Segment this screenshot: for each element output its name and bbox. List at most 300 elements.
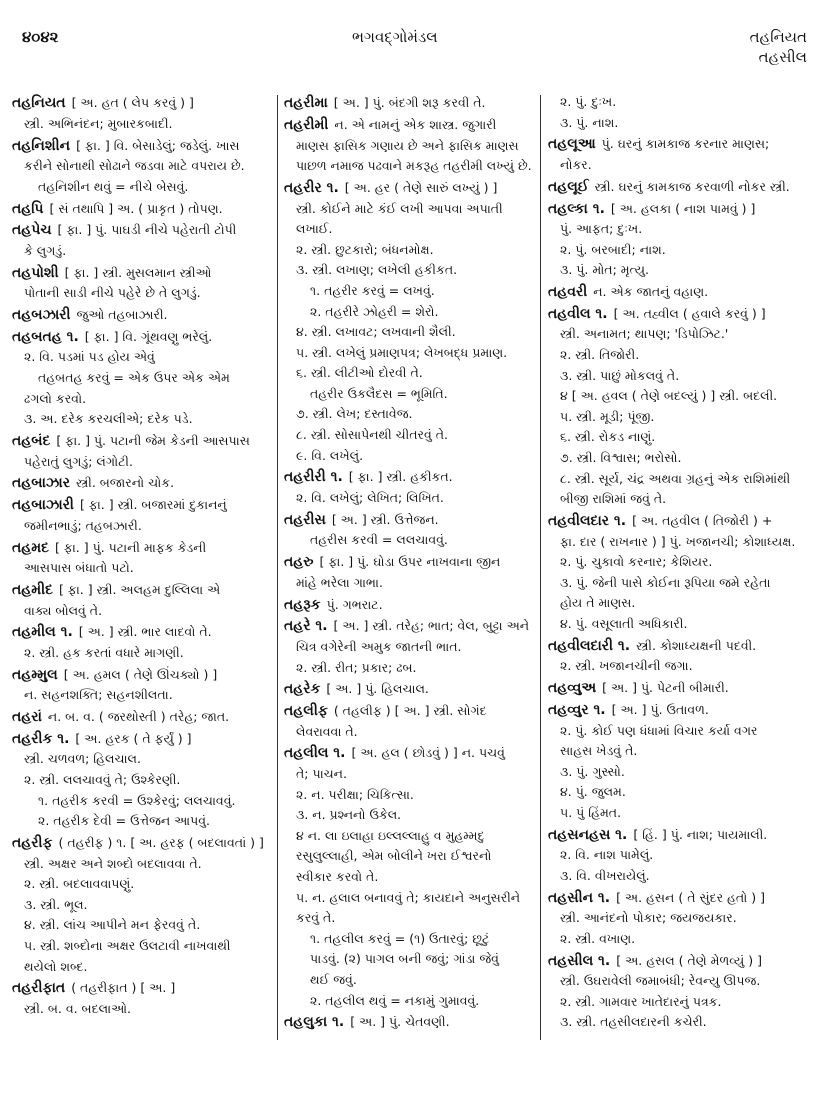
definition-text: ૨. પું. ચુકાવો કરનાર; કેશિયર. — [560, 554, 713, 570]
entry-continuation-line — [12, 601, 274, 622]
entry-continuation-line — [284, 637, 536, 658]
definition-text: કરીને સોનાથી સોઢાને જડવા માટે વપરાય છે. — [24, 158, 245, 174]
column-divider — [277, 95, 278, 1040]
definition-text: પાડવું. (૨) પાગલ બની જવું; ગાંડા જેવું — [310, 951, 499, 967]
headword: તહરીરી ૧. — [284, 469, 343, 486]
entry-line — [12, 199, 274, 220]
entry-continuation-line — [284, 446, 536, 467]
definition-text: ન. સહનશક્તિ; સહનશીલતા. — [24, 687, 173, 703]
definition-text: ૪ ન. લા ઇલાહા ઇલ્લલ્લાહુ વ મુહમ્મદુ — [296, 827, 485, 843]
headword: તહનિશીન — [12, 137, 71, 154]
entry-line — [284, 616, 536, 637]
entry-continuation-line — [284, 785, 536, 806]
definition-text: ૨. સ્ત્રી. તિજોરી. — [560, 347, 640, 363]
entry-continuation-line — [548, 366, 813, 387]
entry-continuation-line — [12, 409, 274, 430]
definition-text: [ અ. ] સ્ત્રી. ભાર લાદવો તે. — [78, 624, 212, 640]
dictionary-column-1 — [12, 92, 274, 1020]
headword: તહબંદ — [12, 433, 51, 449]
entry-continuation-line — [12, 770, 274, 791]
headword: તહપેચ — [12, 222, 52, 239]
entry-line — [548, 282, 813, 303]
definition-text: ( તહરીફાત ) [ અ. ] — [71, 980, 176, 996]
entry-line — [548, 636, 813, 657]
entry-line — [548, 951, 813, 972]
definition-text: [ અ. ] પું. હિલચાલ. — [326, 681, 429, 697]
entry-continuation-line — [284, 722, 536, 743]
entry-continuation-line — [12, 643, 274, 664]
headword: તહરીફ — [12, 834, 53, 851]
entry-line — [548, 511, 813, 532]
entry-continuation-line — [12, 854, 274, 875]
entry-continuation-line — [284, 658, 536, 679]
entry-continuation-line — [548, 155, 813, 176]
definition-text: કરવું તે. — [296, 910, 336, 926]
headword: તહવ્વુઅ — [548, 680, 597, 697]
entry-continuation-line — [284, 846, 536, 867]
definition-text: ૬. સ્ત્રી. રોકડ નાણું. — [560, 429, 656, 445]
entry-continuation-line — [548, 971, 813, 992]
definition-text: ૭. સ્ત્રી. લેખ; દસ્તાવેજ. — [296, 406, 413, 422]
definition-text: [ ફા. ] પું. પટાની માફક કેડની — [54, 539, 207, 555]
entry-continuation-line — [548, 324, 813, 345]
definition-text: [ અ. હલ ( છોડવું ) ] ન. પચવું — [351, 745, 505, 761]
definition-text: તહનિશીન થવું = નીચે બેસવું. — [38, 178, 189, 194]
running-title: ભગવદ્ગોમંડલ — [352, 28, 438, 46]
definition-text: ૨. વિ. પડમાં પડ હોય એવું — [24, 349, 155, 365]
entry-continuation-line — [284, 136, 536, 157]
definition-text: [ અ. હત ( લેપ કરવું ) ] — [71, 95, 194, 111]
dictionary-column-2 — [284, 92, 536, 1033]
entry-continuation-line — [548, 219, 813, 240]
entry-line — [284, 115, 536, 136]
entry-continuation-line — [284, 281, 536, 302]
entry-line — [284, 178, 536, 199]
entry-continuation-line — [12, 156, 274, 177]
definition-text: સ્ત્રી. ઘરનું કામકાજ કરવાળી નોકર સ્ત્રી. — [594, 178, 790, 194]
headword: તહવરી — [548, 284, 588, 301]
headword: તહબાઝારી — [12, 497, 74, 514]
entry-continuation-line — [284, 488, 536, 509]
entry-continuation-line — [12, 114, 274, 135]
definition-text: ૩. સ્ત્રી. તહસીલદારની કચેરી. — [560, 1014, 707, 1030]
entry-continuation-line — [284, 805, 536, 826]
entry-continuation-line — [12, 389, 274, 410]
entry-line — [548, 199, 813, 220]
headword: તહબઝારી — [12, 307, 71, 324]
entry-continuation-line — [548, 427, 813, 448]
definition-text: માંહે ભરેલા ગાભા. — [296, 574, 383, 590]
entry-line — [284, 1012, 536, 1033]
headword: તહરીર ૧. — [284, 179, 339, 196]
definition-text: [ હિં. ] પું. નાશ; પાયમાલી. — [633, 826, 768, 842]
definition-text: ( તહલીફ ) [ અ. ] સ્ત્રી. સોગંદ — [333, 703, 487, 719]
entry-line — [548, 304, 813, 325]
entry-continuation-line — [548, 866, 813, 887]
entry-continuation-line — [548, 240, 813, 261]
entry-continuation-line — [284, 240, 536, 261]
definition-text: ૫. સ્ત્રી. લખેલું પ્રમાણપત્ર; લેખબદ્ધ પ્રમાણ. — [296, 344, 508, 360]
headword: તહબતહ ૧. — [12, 328, 79, 345]
definition-text: ૨. તહરીરે ઝોહરી = શેરો. — [310, 303, 439, 319]
definition-text: ન. એક જાતનું વહાણ. — [593, 284, 709, 300]
definition-text: ૪. સ્ત્રી. લાંચ આપીને મન ફેરવવું તે. — [24, 917, 201, 933]
definition-text: [ અ. તહ્વીલ ( હવાલે કરવું ) ] — [613, 305, 766, 321]
definition-text: ૨. સ્ત્રી. રીત; પ્રકાર; ઢબ. — [296, 659, 417, 675]
headword: તહલૂઈ — [548, 178, 589, 195]
entry-line — [12, 93, 274, 114]
dictionary-column-3 — [548, 92, 813, 1033]
entry-continuation-line — [284, 908, 536, 929]
entry-continuation-line — [548, 489, 813, 510]
entry-continuation-line — [548, 1012, 813, 1033]
definition-text: તે; પાચન. — [296, 766, 347, 782]
entry-line — [12, 473, 274, 494]
headword: તહલીફ — [284, 703, 328, 720]
entry-continuation-line — [548, 992, 813, 1013]
definition-text: [ ફા. ] વિ. બેસાડેલું; જડેલું. ખાસ — [76, 137, 240, 153]
entry-continuation-line — [12, 749, 274, 770]
entry-line — [284, 467, 536, 488]
definition-text: ૩. ન. પ્રશ્નનો ઉકેલ. — [296, 807, 402, 823]
headword: તહબાઝાર — [12, 475, 70, 492]
entry-line — [12, 495, 274, 516]
entry-line — [548, 177, 813, 198]
headword: તહરીસ — [284, 511, 326, 528]
entry-line — [284, 701, 536, 722]
definition-text: ૨. ન. પરીક્ષા; ચિકિત્સા. — [296, 786, 414, 802]
entry-continuation-line — [12, 685, 274, 706]
definition-text: થયેલો શબ્દ. — [24, 958, 88, 974]
headword: તહવીલદાર ૧. — [548, 513, 627, 529]
definition-text: ન. બ. વ. ( જરથોસ્તી ) તરેહ; જાત. — [47, 709, 230, 725]
entry-continuation-line — [12, 999, 274, 1020]
definition-text: સ્ત્રી. કોશાધ્યક્ષની પદવી. — [636, 637, 757, 653]
entry-continuation-line — [12, 516, 274, 537]
entry-continuation-line — [12, 811, 274, 832]
headword: તહમદ — [12, 539, 49, 556]
definition-text: પું. ઘરનું કામકાજ કરનાર માણસ; — [601, 136, 770, 152]
definition-text: લખાઈ. — [296, 221, 333, 237]
definition-text: માણસ ફાસિક ગણાય છે અને ફાસિક માણસ — [296, 137, 519, 153]
definition-text: ૩. સ્ત્રી. પાછું મોકલવું તે. — [560, 367, 680, 383]
entry-continuation-line — [12, 895, 274, 916]
entry-line — [12, 431, 274, 452]
definition-text: [ ફા. ] પું. પટાની જેમ કેડની આસપાસ — [56, 433, 250, 448]
entry-continuation-line — [284, 384, 536, 405]
headword: તહમીદ — [12, 581, 53, 598]
entry-continuation-line — [284, 425, 536, 446]
definition-text: ૨. સ્ત્રી. ગામવાર ખાતેદારનું પત્રક. — [560, 993, 722, 1009]
entry-line — [12, 707, 274, 728]
entry-continuation-line — [548, 929, 813, 950]
entry-continuation-line — [12, 558, 274, 579]
definition-text: [ અ. હર ( તેણે સારું લખ્યું ) ] — [344, 179, 498, 195]
definition-text: ઢગલો કરવો. — [24, 390, 87, 406]
definition-text: ૫. સ્ત્રી. શબ્દોના અક્ષર ઉલટાવી નાખવાથી — [24, 937, 231, 953]
headword: તહપિ — [12, 200, 44, 217]
entry-continuation-line — [12, 452, 274, 473]
definition-text: તહબતહ કરવું = એક ઉપર એક એમ — [38, 370, 230, 386]
definition-text: [ અ. ] પું. ઉતાવળ. — [611, 701, 709, 717]
definition-text: [ અ. ] પું. બંદગી શરૂ કરવી તે. — [333, 95, 486, 111]
entry-continuation-line — [548, 92, 813, 113]
entry-continuation-line — [548, 803, 813, 824]
definition-text: પોતાની સાડી નીચે પહેરે છે તે લુગડું. — [24, 285, 201, 301]
definition-text: ૩. પું. જેની પાસે કોઈના રૂપિયા જમે રહેતા — [560, 574, 771, 590]
definition-text: [ ફા. ] સ્ત્રી. અલહમ દુલ્લિલા એ — [58, 581, 221, 597]
headword: તહપોશી — [12, 264, 59, 281]
definition-text: [ ફા. ] સ્ત્રી. મુસલમાન સ્ત્રીઓ — [64, 264, 212, 280]
definition-text: ૫. ન. હલાલ બનાવવું તે; કાયદાને અનુસરીને — [296, 889, 521, 905]
entry-line — [284, 552, 536, 573]
entry-continuation-line — [12, 915, 274, 936]
entry-continuation-line — [284, 929, 536, 950]
definition-text: તહરીર ઉકલૈદસ = ભૂમિતિ. — [310, 385, 448, 401]
definition-text: ૩. પું. ગુસ્સો. — [560, 763, 625, 779]
headword: તહમ્મુલ — [12, 666, 58, 683]
page-number: ૪૦૪૨ — [22, 28, 59, 46]
entry-continuation-line — [12, 347, 274, 368]
entry-line — [12, 978, 274, 999]
definition-text: સ્ત્રી. અક્ષર અને શબ્દો બદલાવવા તે. — [24, 855, 202, 871]
definition-text: [ અ. હલકા ( નાશ પામવું ) ] — [610, 200, 756, 216]
definition-text: ૬. સ્ત્રી. લીટીઓ દોરવી તે. — [296, 365, 423, 381]
headword: તહરે ૧. — [284, 618, 328, 635]
definition-text: પહેરાતું લુગડું; લંગોટી. — [24, 453, 133, 469]
entry-continuation-line — [284, 404, 536, 425]
definition-text: ૨. સ્ત્રી. ખજાનચીની જગા. — [560, 658, 693, 674]
headword: તહલીલ ૧. — [284, 745, 346, 762]
definition-text: જમીનભાડું; તહબઝારી. — [24, 517, 142, 533]
headword: તહસીન ૧. — [548, 889, 611, 906]
entry-continuation-line — [548, 908, 813, 929]
headword: તહરેક — [284, 681, 321, 698]
definition-text: રસુલુલ્લાહી, એમ બોલીને ખરા ઈશ્વરનો — [296, 848, 492, 864]
definition-text: [ સં તથાપિ ] અ. ( પ્રાકૃત ) તોપણ. — [49, 200, 223, 216]
entry-continuation-line — [548, 552, 813, 573]
headword: તહવીલ ૧. — [548, 305, 608, 322]
headword: તહલ્કા ૧. — [548, 200, 605, 217]
entry-continuation-line — [12, 957, 274, 978]
definition-text: ચિત્ર વગેરેની અમુક જાતની ભાત. — [296, 638, 462, 654]
guide-word-last: તહસીલ — [758, 48, 807, 66]
definition-text: લેવરાવવા તે. — [296, 723, 358, 739]
definition-text: ૨. તહલીલ થવું = નકામું ગુમાવવું. — [310, 992, 480, 1008]
entry-continuation-line — [12, 874, 274, 895]
entry-continuation-line — [284, 302, 536, 323]
definition-text: ૨. પું. કોઈ પણ ધંધામાં વિચાર કર્યા વગર — [560, 722, 758, 738]
definition-text: પું. આફત; દુઃખ. — [560, 221, 643, 237]
headword: તહરુ — [284, 554, 314, 571]
column-divider — [540, 95, 541, 1040]
entry-continuation-line — [548, 573, 813, 594]
definition-text: સ્ત્રી. કોઈને માટે કંઈ લખી આપવા અપાતી — [296, 200, 503, 216]
entry-continuation-line — [12, 368, 274, 389]
entry-line — [284, 743, 536, 764]
definition-text: ૪. પું. વસૂલાતી અધિકારી. — [560, 615, 688, 631]
definition-text: ૩. સ્ત્રી. લખાણ; લખેલી હકીકત. — [296, 262, 458, 278]
definition-text: [ ફા. ] પું. ઘોડા ઉપર નાખવાના જીન — [319, 554, 501, 570]
headword: તહવ્વુર ૧. — [548, 701, 606, 718]
definition-text: ૮. સ્ત્રી. સૂર્ય, ચંદ્ર અથવા ગ્રહનું એક રાશિમાંથી — [560, 470, 791, 486]
definition-text: [ અ. હસલ ( તેણે મેળવ્યું ) ] — [616, 952, 762, 968]
definition-text: [ અ. તહવીલ ( તિજોરી ) + — [632, 513, 773, 528]
entry-continuation-line — [548, 845, 813, 866]
entry-line — [12, 665, 274, 686]
entry-continuation-line — [284, 888, 536, 909]
entry-continuation-line — [548, 656, 813, 677]
definition-text: ૨. સ્ત્રી. બદલાવવાપણું. — [24, 876, 135, 892]
definition-text: સ્ત્રી. ઉઘરાવેલી જમાબંધી; રેવન્યુ ઊપજ. — [560, 973, 761, 989]
definition-text: સ્ત્રી. ચળવળ; હિલચાલ. — [24, 751, 141, 767]
entry-line — [12, 538, 274, 559]
definition-text: સ્ત્રી. અભિનંદન; મુબારકબાદી. — [24, 115, 173, 131]
entry-continuation-line — [284, 322, 536, 343]
entry-line — [548, 700, 813, 721]
entry-continuation-line — [284, 991, 536, 1012]
headword: તહવીલદારી ૧. — [548, 637, 631, 654]
definition-text: ૧. તહલીલ કરવું = (૧) ઉતારવું; છૂટું — [310, 930, 490, 946]
headword: તહલુકા ૧. — [284, 1014, 345, 1031]
entry-continuation-line — [284, 867, 536, 888]
headword: તહરીફાત — [12, 980, 66, 997]
headword: તહરીમા — [284, 95, 328, 112]
definition-text: ૩. સ્ત્રી. ભૂલ. — [24, 896, 88, 912]
headword: તહરીક ૧. — [12, 730, 70, 747]
entry-continuation-line — [284, 764, 536, 785]
entry-continuation-line — [548, 614, 813, 635]
headword: તહરીમી — [284, 116, 329, 133]
entry-continuation-line — [548, 762, 813, 783]
headword: તહસીલ ૧. — [548, 952, 611, 969]
entry-continuation-line — [12, 283, 274, 304]
entry-continuation-line — [548, 532, 813, 553]
definition-text: સ્ત્રી. આનંદનો પોકાર; જયજયકાર. — [560, 910, 737, 926]
definition-text: [ ફા. ] સ્ત્રી. બજારમાં દુકાનનું — [79, 497, 227, 513]
entry-continuation-line — [284, 343, 536, 364]
entry-line — [12, 220, 274, 241]
entry-continuation-line — [284, 949, 536, 970]
definition-text: ૧. તહરીર કરવું = લખવું. — [310, 282, 435, 298]
entry-continuation-line — [548, 721, 813, 742]
definition-text: જુઓ તહબાઝારી. — [76, 307, 168, 323]
entry-line — [548, 825, 813, 846]
entry-line — [12, 136, 274, 157]
definition-text: ૨. સ્ત્રી. છુટકારો; બંધનમોક્ષ. — [296, 241, 434, 257]
definition-text: ૨. સ્ત્રી. વખાણ. — [560, 930, 636, 946]
definition-text: ૪. પું. જુલમ. — [560, 784, 626, 800]
entry-continuation-line — [548, 260, 813, 281]
definition-text: ૪ [ અ. હવલ ( તેણે બદલ્યું ) ] સ્ત્રી. બદલી. — [560, 388, 778, 404]
headword: તહરૂક — [284, 596, 321, 613]
entry-continuation-line — [12, 936, 274, 957]
definition-text: ૧. તહરીક કરવી = ઉશ્કેરવું; લલચાવવું. — [38, 792, 236, 808]
entry-continuation-line — [548, 407, 813, 428]
entry-continuation-line — [12, 791, 274, 812]
definition-text: ૯. વિ. લખેલું. — [296, 447, 364, 463]
entry-continuation-line — [548, 386, 813, 407]
entry-continuation-line — [548, 345, 813, 366]
entry-continuation-line — [284, 199, 536, 220]
entry-continuation-line — [284, 826, 536, 847]
definition-text: તહરીસ કરવી = લલચાવવું. — [310, 532, 448, 548]
headword: તહસનહસ ૧. — [548, 826, 628, 843]
entry-continuation-line — [548, 593, 813, 614]
entry-line — [548, 678, 813, 699]
definition-text: કે લુગડું. — [24, 242, 67, 258]
definition-text: પાછળ નમાજ પઢવાને મકરૂહ તહરીમી લખ્યું છે. — [296, 158, 532, 174]
definition-text: ૨. સ્ત્રી. હક કરતાં વધારે માગણી. — [24, 644, 184, 660]
definition-text: સ્ત્રી. બ. વ. બદલાઓ. — [24, 1000, 131, 1016]
definition-text: [ ફા. ] પું. પાઘડી નીચે પહેરાતી ટોપી — [57, 222, 237, 238]
definition-text: ૩. પું. નાશ. — [560, 114, 619, 130]
definition-text: હોય તે માણસ. — [560, 595, 636, 611]
entry-line — [12, 327, 274, 348]
entry-continuation-line — [548, 782, 813, 803]
definition-text: ૨. તહરીક દેવી = ઉત્તેજન આપવું. — [38, 813, 210, 829]
definition-text: ૫. સ્ત્રી. મૂડી; પૂંજી. — [560, 408, 655, 424]
entry-continuation-line — [284, 219, 536, 240]
entry-line — [12, 305, 274, 326]
definition-text: ૮. સ્ત્રી. સોસાપેનથી ચીતરવું તે. — [296, 427, 449, 443]
headword: તહરાં — [12, 709, 42, 726]
entry-line — [284, 595, 536, 616]
entry-line — [284, 510, 536, 531]
definition-text: ( તહરીફ ) ૧. [ અ. હરફ ( બદલાવતાં ) ] — [58, 834, 264, 850]
entry-continuation-line — [284, 156, 536, 177]
entry-line — [12, 263, 274, 284]
definition-text: નોકર. — [560, 156, 592, 172]
entry-continuation-line — [284, 260, 536, 281]
definition-text: ૫. પું હિંમત. — [560, 804, 622, 820]
definition-text: ૨. સ્ત્રી. લલચાવવું તે; ઉશ્કેરણી. — [24, 772, 181, 787]
definition-text: સ્ત્રી. અનામત; થાપણ; 'ડિપોઝિટ.' — [560, 326, 729, 342]
entry-line — [12, 833, 274, 854]
definition-text: [ અ. ] પું. પેટની બીમારી. — [602, 680, 729, 696]
entry-line — [548, 134, 813, 155]
definition-text: [ અ. ] સ્ત્રી. ઉત્તેજન. — [331, 511, 439, 527]
definition-text: થઈ જવું. — [310, 972, 357, 987]
entry-continuation-line — [12, 177, 274, 198]
entry-continuation-line — [12, 241, 274, 262]
entry-line — [284, 679, 536, 700]
definition-text: ૨. પું. દુઃખ. — [560, 94, 617, 109]
definition-text: ૨. વિ. નાશ પામેલું. — [560, 847, 654, 863]
definition-text: [ અ. હસન ( તે સુંદર હતો ) ] — [616, 889, 766, 905]
definition-text: ફા. દાર ( રાખનાર ) ] પું. ખજાનચી; કોશાધ્યક્ષ. — [560, 533, 796, 549]
definition-text: ૭. સ્ત્રી. વિશ્વાસ; ભરોસો. — [560, 450, 682, 466]
entry-continuation-line — [284, 530, 536, 551]
definition-text: [ ફા. ] વિ. ગૂંથવણુ ભરેલું. — [84, 328, 213, 344]
entry-continuation-line — [284, 573, 536, 594]
definition-text: ૩. અ. દરેક કરચલીએ; દરેક પડે. — [24, 411, 193, 427]
definition-text: [ અ. ] સ્ત્રી. તરેહ; ભાત; વેલ, બુટ્ટા અને — [333, 618, 530, 634]
entry-continuation-line — [548, 741, 813, 762]
entry-continuation-line — [548, 113, 813, 134]
definition-text: [ અ. ] પું. ચેતવણી. — [350, 1014, 450, 1030]
entry-continuation-line — [548, 469, 813, 490]
entry-line — [12, 580, 274, 601]
definition-text: બીજી રાશિમાં જવું તે. — [560, 491, 667, 507]
definition-text: ૩. પું. મોત; મૃત્યુ. — [560, 262, 650, 278]
definition-text: ૨. પું. બરબાદી; નાશ. — [560, 241, 666, 257]
entry-line — [284, 93, 536, 114]
definition-text: [ અ. હરક ( તે ફર્યું ) ] — [75, 730, 192, 746]
entry-continuation-line — [284, 363, 536, 384]
entry-line — [548, 888, 813, 909]
definition-text: ૩. વિ. વીખરાયેલું. — [560, 867, 650, 883]
